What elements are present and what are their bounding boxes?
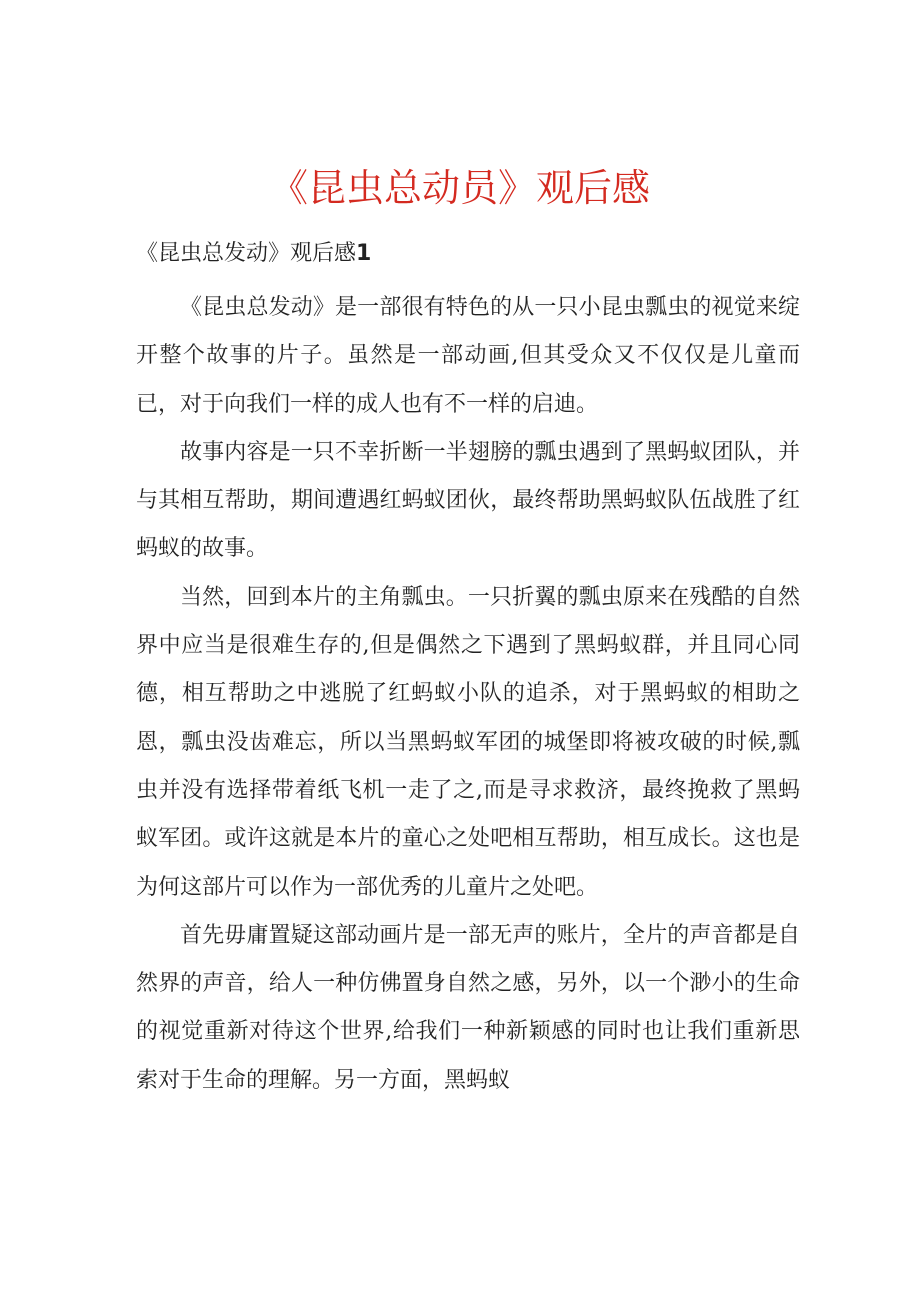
section-heading-text: 《昆虫总发动》观后感 — [136, 241, 357, 266]
paragraph-4: 首先毋庸置疑这部动画片是一部无声的账片，全片的声音都是自然界的声音，给人一种仿佛置身自然之感，另外，以一个渺小的生命的视觉重新对待这个世界,给我们一种新颖感的同时也让我们重新思索对于生命的理解。另一方面，黑蚂蚁 — [136, 922, 800, 1093]
document-title: 《昆虫总动员》观后感 — [269, 166, 650, 210]
paragraph-2: 故事内容是一只不幸折断一半翅膀的瓢虫遇到了黑蚂蚁团队，并与其相互帮助，期间遭遇红蚂蚁团伙，最终帮助黑蚂蚁队伍战胜了红蚂蚁的故事。 — [136, 439, 800, 562]
document-body — [136, 284, 800, 1105]
paragraph-1: 《昆虫总发动》是一部很有特色的从一只小昆虫瓢虫的视觉来绽开整个故事的片子。虽然是一部动画,但其受众又不仅仅是儿童而已，对于向我们一样的成人也有不一样的启迪。 — [136, 295, 800, 417]
section-heading-number: 1 — [356, 241, 372, 266]
section-heading — [136, 236, 371, 272]
paragraph-3: 当然，回到本片的主角瓢虫。一只折翼的瓢虫原来在残酷的自然界中应当是很难生存的,但是偶然之下遇到了黑蚂蚁群，并且同心同德，相互帮助之中逃脱了红蚂蚁小队的追杀，对于黑蚂蚁的相助之恩，瓢虫没齿难忘，所以当黑蚂蚁军团的城堡即将被攻破的时候,瓢虫并没有选择带着纸飞机一走了之,而是寻求救济，最终挽救了黑蚂蚁军团。或许这就是本片的童心之处吧相互帮助，相互成长。这也是为何这部片可以作为一部优秀的儿童片之处吧。 — [136, 584, 800, 900]
